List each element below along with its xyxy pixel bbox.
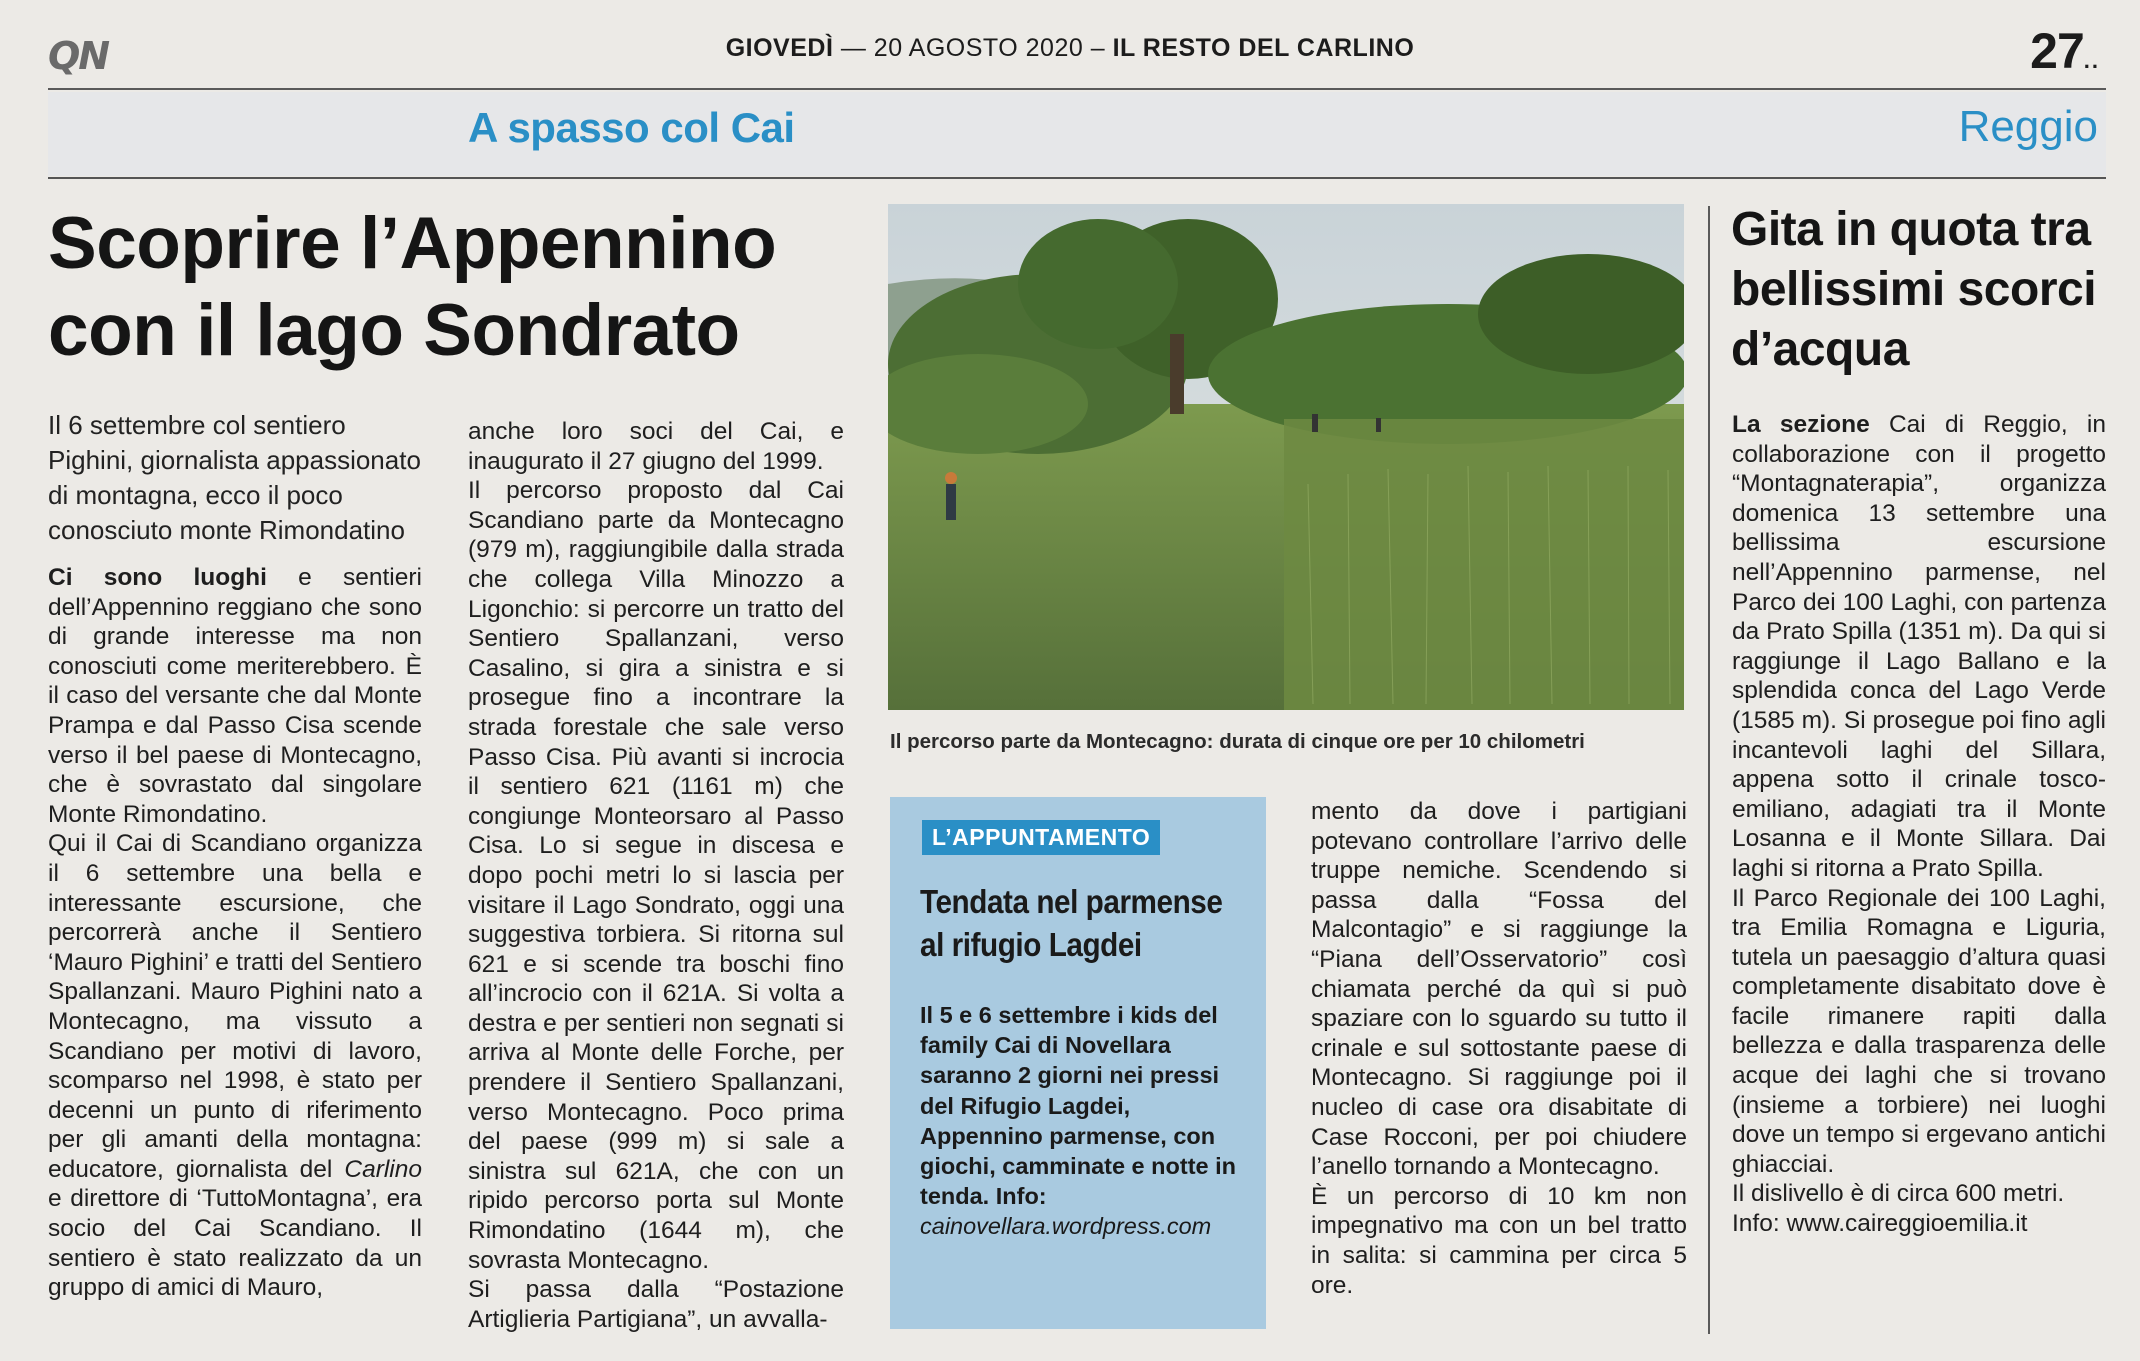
col1-paragraph-2: [48, 829, 422, 1303]
page-number-dots: ..: [2083, 48, 2100, 73]
masthead-paper: IL RESTO DEL CARLINO: [1112, 34, 1415, 62]
appointment-headline: Tendata nel parmense al rifugio Lagdei: [920, 883, 1223, 963]
col1-text-2b: e direttore di ‘TuttoMontagna’, era socio del Cai Scandiano. Il sentiero è stato realizzato da un gruppo di amici di Mauro,: [48, 1185, 422, 1302]
appointment-tag: L’APPUNTAMENTO: [922, 820, 1160, 855]
col3-paragraph-1: mento da dove i partigiani potevano controllare l’arrivo delle truppe nemiche. Scendendo si passa dalla “Fossa del Malcontagio” e si raggiunge la “Piana dell’Osservatorio” così chiamata perché da quì si può spaziare con lo sguardo su tutto il crinale e sul sottostante paese di Montecagno. Si raggiunge poi il nucleo di case ora disabitate di Case Rocconi, per poi chiudere l’anello tornando a Montecagno.: [1311, 798, 1687, 1181]
main-headline: Scoprire l’Appennino con il lago Sondrato: [48, 203, 777, 371]
appointment-lead: Il 5 e 6 settembre: [920, 1002, 1111, 1028]
col3-paragraph-2: È un percorso di 10 km non impegnativo ma con un bel tratto in salita: si cammina per circa 5 ore.: [1311, 1182, 1687, 1299]
col2-paragraph-3: Si passa dalla “Postazione Artiglieria Partigiana”, un avvalla-: [468, 1276, 844, 1333]
qn-logo: QN: [48, 34, 109, 78]
col1-text-italic: Carlino: [344, 1155, 422, 1183]
appointment-body: [920, 1000, 1240, 1242]
page-number: [2030, 22, 2100, 80]
side-lead: La sezione: [1732, 411, 1870, 438]
meadow-photo: [888, 204, 1684, 710]
section-title: A spasso col Cai: [468, 104, 795, 151]
masthead-day: GIOVEDÌ: [725, 34, 834, 62]
side-paragraph-2: Il Parco Regionale dei 100 Laghi, tra Emilia Romagna e Liguria, tutela un paesaggio d’altura quasi completamente disabitato dove è facile rimanere rapiti dalla bellezza e dalla trasparenza delle acque dei laghi che si trovano (insieme a torbiere) nei luoghi dove un tempo si ergevano antichi ghiacciai.: [1732, 884, 2106, 1178]
appointment-text: i kids del family Cai di Novellara saranno 2 giorni nei pressi del Rifugio Lagdei, Appennino parmense, con giochi, camminate e notte in tenda. Info:: [920, 1002, 1236, 1210]
side-article: [1732, 410, 2106, 1239]
photo-caption: Il percorso parte da Montecagno: durata di cinque ore per 10 chilometri: [890, 730, 1585, 753]
masthead: [0, 34, 2140, 63]
col1-paragraph-1: [48, 563, 422, 829]
appointment-link: cainovellara.wordpress.com: [920, 1213, 1212, 1240]
col1-text: e sentieri dell’Appennino reggiano che sono di grande interesse ma non conosciuti come meriterebbero. È il caso del versante che dal Monte Prampa e dal Passo Cisa scende verso il bel paese di Montecagno, che è sovrastato dal singolare Monte Rimondatino.: [48, 564, 422, 828]
page-number-value: 27: [2030, 23, 2084, 79]
col2-paragraph-1: anche loro soci del Cai, e inaugurato il 27 giugno del 1999.: [468, 418, 844, 475]
col1-lead: Ci sono luoghi: [48, 564, 267, 591]
column-rule: [1708, 206, 1710, 1334]
city-label: Reggio: [1958, 102, 2098, 151]
section-rule: [48, 177, 2106, 179]
side-paragraph-4: Info: www.caireggioemilia.it: [1732, 1210, 2028, 1238]
meadow-photo-illustration: [888, 204, 1684, 710]
masthead-rule: [48, 88, 2106, 90]
col1-text-2a: Qui il Cai di Scandiano organizza il 6 settembre una bella e interessante escursione, che percorrerà anche il Sentiero ‘Mauro Pighini’ e tratti del Sentiero Spallanzani. Mauro Pighini nato a Montecagno, ma vissuto a Scandiano per motivi di lavoro, scomparso nel 1998, è stato per decenni un punto di riferimento per gli amanti della montagna: educatore, giornalista del: [48, 830, 422, 1183]
side-text-1: Cai di Reggio, in collaborazione con il progetto “Montagnaterapia”, organizza domenica 13 settembre una bellissima escursione nell’Appennino parmense, nel Parco dei 100 Laghi, con partenza da Prato Spilla (1351 m). Da qui si raggiunge il Lago Ballano e la splendida conca del Lago Verde (1585 m). Si prosegue poi fino agli incantevoli laghi del Sillara, appena sotto il crinale tosco-emiliano, adagiati tra il Monte Losanna e il Monte Sillara. Dai laghi si ritorna a Prato Spilla.: [1732, 411, 2107, 882]
section-band: [48, 92, 2106, 176]
article-column-3: [1311, 797, 1687, 1300]
article-column-2: [468, 417, 844, 1334]
side-headline: Gita in quota tra bellissimi scorci d’acqua: [1731, 203, 2097, 376]
main-deck: Il 6 settembre col sentiero Pighini, giornalista appassionato di montagna, ecco il poco conosciuto monte Rimondatino: [48, 410, 421, 545]
side-paragraph-1: [1732, 410, 2106, 884]
masthead-date: — 20 AGOSTO 2020 –: [840, 34, 1106, 62]
article-column-1: [48, 563, 422, 1303]
col2-paragraph-2: Il percorso proposto dal Cai Scandiano parte da Montecagno (979 m), raggiungibile dalla strada che collega Villa Minozzo a Ligonchio: si percorre un tratto del Sentiero Spallanzani, verso Casalino, si gira a sinistra e si prosegue fino a incontrare la strada forestale che sale verso Passo Cisa. Più avanti si incrocia il sentiero 621 (1161 m) che congiunge Monteorsaro al Passo Cisa. Lo si segue in discesa e dopo pochi metri lo si lascia per visitare il Lago Sondrato, oggi una suggestiva torbiera. Si ritorna sul 621 e si scende tra boschi fino all’incrocio con il 621A. Si volta a destra e per sentieri non segnati si arriva al Monte delle Forche, per prendere il Sentiero Spallanzani, verso Montecagno. Poco prima del paese (999 m) si sale a sinistra sul 621A, che con un ripido percorso porta sul Monte Rimondatino (1644 m), che sovrasta Montecagno.: [468, 477, 844, 1274]
side-paragraph-3: Il dislivello è di circa 600 metri.: [1732, 1180, 2065, 1208]
